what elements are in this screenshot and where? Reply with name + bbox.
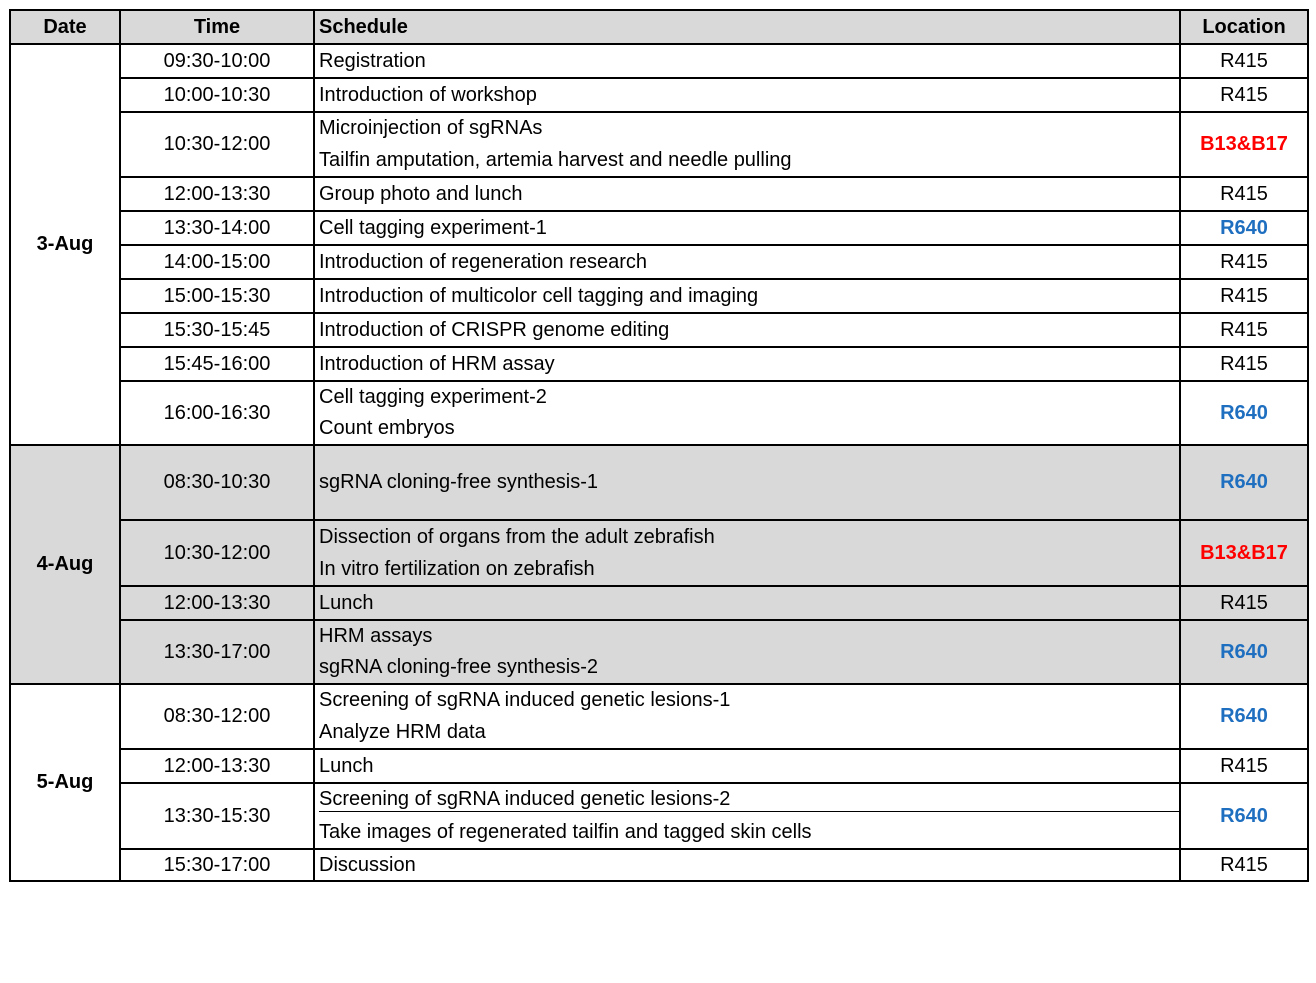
location-cell: B13&B17	[1181, 521, 1309, 587]
location-cell: R415	[1181, 348, 1309, 382]
date-cell: 4-Aug	[9, 446, 121, 685]
time-cell: 09:30-10:00	[121, 45, 315, 79]
location-cell: R640	[1181, 784, 1309, 850]
day-rows	[121, 446, 1309, 685]
table-row	[121, 850, 1309, 882]
schedule-cell	[315, 79, 1181, 113]
schedule-cell	[315, 280, 1181, 314]
table-body	[9, 45, 1309, 882]
time-cell: 15:30-15:45	[121, 314, 315, 348]
schedule-cell	[315, 212, 1181, 246]
schedule-line: Introduction of regeneration research	[319, 250, 647, 273]
location-cell: R415	[1181, 280, 1309, 314]
location-cell: R415	[1181, 587, 1309, 621]
time-cell: 16:00-16:30	[121, 382, 315, 446]
table-row	[121, 784, 1309, 850]
schedule-line: sgRNA cloning-free synthesis-2	[319, 656, 599, 678]
location-cell: R415	[1181, 850, 1309, 882]
header-time: Time	[121, 9, 315, 45]
location-cell: R415	[1181, 314, 1309, 348]
schedule-cell	[315, 621, 1181, 685]
schedule-line: Cell tagging experiment-2	[319, 386, 547, 408]
table-row	[121, 113, 1309, 178]
location-cell: R415	[1181, 178, 1309, 212]
schedule-line: Screening of sgRNA induced genetic lesions-2	[319, 788, 1179, 812]
location-cell: R640	[1181, 212, 1309, 246]
table-row	[121, 212, 1309, 246]
table-row	[121, 382, 1309, 446]
time-cell: 12:00-13:30	[121, 750, 315, 784]
schedule-line: Introduction of HRM assay	[319, 352, 555, 375]
schedule-line: Introduction of CRISPR genome editing	[319, 318, 670, 341]
schedule-line: Analyze HRM data	[319, 720, 486, 743]
time-cell: 14:00-15:00	[121, 246, 315, 280]
time-cell: 08:30-10:30	[121, 446, 315, 521]
table-row	[121, 45, 1309, 79]
schedule-cell	[315, 314, 1181, 348]
schedule-line: Dissection of organs from the adult zebrafish	[319, 525, 715, 548]
header-schedule: Schedule	[315, 9, 1181, 45]
schedule-cell	[315, 178, 1181, 212]
schedule-cell	[315, 521, 1181, 587]
schedule-cell	[315, 750, 1181, 784]
table-row	[121, 246, 1309, 280]
schedule-line: Tailfin amputation, artemia harvest and needle pulling	[319, 148, 792, 171]
schedule-line: Registration	[319, 49, 426, 72]
header-date: Date	[9, 9, 121, 45]
table-row	[121, 348, 1309, 382]
date-cell: 5-Aug	[9, 685, 121, 882]
table-row	[121, 446, 1309, 521]
location-cell: R640	[1181, 621, 1309, 685]
time-cell: 10:00-10:30	[121, 79, 315, 113]
schedule-cell	[315, 685, 1181, 750]
time-cell: 13:30-17:00	[121, 621, 315, 685]
table-row	[121, 178, 1309, 212]
schedule-cell	[315, 382, 1181, 446]
table-row	[121, 79, 1309, 113]
schedule-cell	[315, 587, 1181, 621]
location-cell: R640	[1181, 382, 1309, 446]
time-cell: 13:30-15:30	[121, 784, 315, 850]
time-cell: 10:30-12:00	[121, 113, 315, 178]
schedule-line: sgRNA cloning-free synthesis-1	[319, 471, 599, 493]
table-row	[121, 521, 1309, 587]
schedule-line: Take images of regenerated tailfin and tagged skin cells	[319, 820, 812, 843]
header-location: Location	[1181, 9, 1309, 45]
schedule-cell	[315, 45, 1181, 79]
location-cell: R415	[1181, 246, 1309, 280]
schedule-cell	[315, 446, 1181, 521]
schedule-line: In vitro fertilization on zebrafish	[319, 557, 595, 580]
date-cell: 3-Aug	[9, 45, 121, 446]
table-row	[121, 685, 1309, 750]
day-block	[9, 446, 1309, 685]
day-block	[9, 685, 1309, 882]
day-rows	[121, 45, 1309, 446]
location-cell: R640	[1181, 446, 1309, 521]
schedule-line: Cell tagging experiment-1	[319, 216, 547, 239]
schedule-cell	[315, 850, 1181, 882]
time-cell: 12:00-13:30	[121, 178, 315, 212]
time-cell: 15:00-15:30	[121, 280, 315, 314]
location-cell: B13&B17	[1181, 113, 1309, 178]
schedule-line: HRM assays	[319, 625, 433, 647]
header-row	[9, 9, 1309, 45]
time-cell: 13:30-14:00	[121, 212, 315, 246]
schedule-cell	[315, 246, 1181, 280]
time-cell: 10:30-12:00	[121, 521, 315, 587]
time-cell: 12:00-13:30	[121, 587, 315, 621]
schedule-line: Microinjection of sgRNAs	[319, 117, 543, 140]
table-row	[121, 280, 1309, 314]
schedule-line: Count embryos	[319, 417, 455, 439]
table-row	[121, 314, 1309, 348]
schedule-line: Introduction of multicolor cell tagging and imaging	[319, 284, 759, 307]
schedule-cell	[315, 348, 1181, 382]
time-cell: 15:45-16:00	[121, 348, 315, 382]
time-cell: 08:30-12:00	[121, 685, 315, 750]
schedule-line: Lunch	[319, 591, 374, 614]
location-cell: R415	[1181, 750, 1309, 784]
time-cell: 15:30-17:00	[121, 850, 315, 882]
table-row	[121, 750, 1309, 784]
schedule-line: Discussion	[319, 853, 416, 876]
schedule-cell	[315, 784, 1181, 850]
day-rows	[121, 685, 1309, 882]
schedule-line: Screening of sgRNA induced genetic lesions-1	[319, 689, 731, 712]
location-cell: R415	[1181, 79, 1309, 113]
table-row	[121, 621, 1309, 685]
schedule-line: Introduction of workshop	[319, 83, 537, 106]
day-block	[9, 45, 1309, 446]
location-cell: R640	[1181, 685, 1309, 750]
schedule-cell	[315, 113, 1181, 178]
schedule-line: Lunch	[319, 754, 374, 777]
table-row	[121, 587, 1309, 621]
location-cell: R415	[1181, 45, 1309, 79]
schedule-table	[9, 9, 1309, 882]
schedule-line: Group photo and lunch	[319, 182, 523, 205]
